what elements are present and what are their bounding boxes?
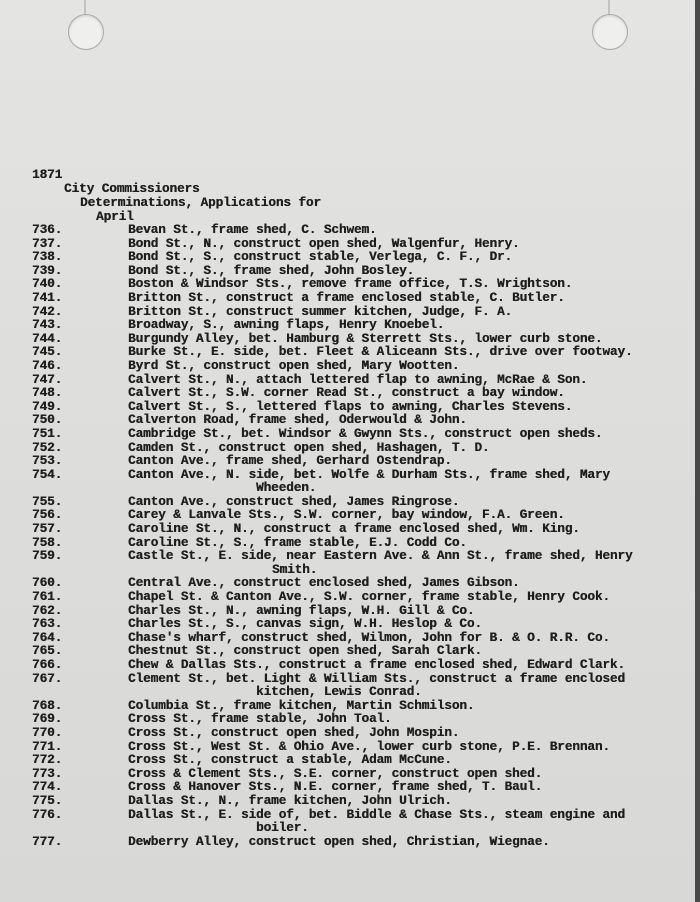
entry-text: Cross & Hanover Sts., N.E. corner, frame shed, T. Baul. (128, 779, 543, 795)
entry-text: Canton Ave., construct shed, James Ringrose. (128, 493, 460, 509)
entry-continuation: Wheeden. (256, 480, 317, 496)
list-item (0, 644, 700, 658)
entry-number: 770. (32, 724, 63, 740)
entry-number: 746. (32, 357, 63, 373)
entry-text: Calverton Road, frame shed, Oderwould & John. (128, 412, 467, 428)
entry-text: Caroline St., S., frame stable, E.J. Codd Co. (128, 534, 467, 550)
entry-list (0, 223, 700, 848)
entry-number: 739. (32, 262, 63, 278)
list-item (0, 413, 700, 427)
list-item (0, 536, 700, 550)
header-year: 1871 (32, 167, 63, 182)
list-item (0, 767, 700, 781)
list-item (0, 400, 700, 414)
entry-number: 777. (32, 833, 63, 849)
list-item (0, 441, 700, 455)
list-item (0, 740, 700, 754)
list-item (0, 590, 700, 604)
list-item (0, 672, 700, 699)
list-item (0, 264, 700, 278)
entry-text: Calvert St., S., lettered flaps to awning, Charles Stevens. (128, 398, 573, 414)
entry-number: 736. (32, 222, 63, 237)
entry-text: Camden St., construct open shed, Hashagen, T. D. (128, 439, 490, 455)
list-item (0, 454, 700, 468)
entry-number: 772. (32, 752, 63, 768)
punch-hole-right (592, 14, 628, 50)
entry-number: 757. (32, 521, 63, 537)
entry-number: 743. (32, 317, 63, 333)
entry-text: Castle St., E. side, near Eastern Ave. & Ann St., frame shed, Henry (128, 548, 633, 564)
list-item (0, 835, 700, 849)
punch-hole-left (68, 14, 104, 50)
list-item (0, 808, 700, 835)
entry-text: Dallas St., E. side of, bet. Biddle & Chase Sts., steam engine and (128, 806, 625, 822)
entry-number: 766. (32, 657, 63, 672)
entry-number: 763. (32, 616, 63, 632)
list-item (0, 780, 700, 794)
entry-number: 769. (32, 711, 63, 727)
list-item (0, 604, 700, 618)
list-item (0, 522, 700, 536)
entry-text: Bevan St., frame shed, C. Schwem. (128, 222, 377, 237)
entry-number: 768. (32, 697, 63, 713)
list-item (0, 712, 700, 726)
entry-text: Boston & Windsor Sts., remove frame office, T.S. Wrightson. (128, 276, 573, 292)
entry-text: Caroline St., N., construct a frame enclosed shed, Wm. King. (128, 521, 580, 537)
entry-text: Cross & Clement Sts., S.E. corner, construct open shed. (128, 765, 543, 781)
entry-text: Chase's wharf, construct shed, Wilmon, John for B. & O. R.R. Co. (128, 629, 610, 645)
entry-text: Cambridge St., bet. Windsor & Gwynn Sts., construct open sheds. (128, 425, 603, 441)
list-item (0, 427, 700, 441)
entry-number: 754. (32, 466, 63, 482)
entry-text: Burke St., E. side, bet. Fleet & Aliceann Sts., drive over footway. (128, 344, 633, 360)
entry-number: 741. (32, 289, 63, 305)
entry-number: 776. (32, 806, 63, 822)
header-month: April (96, 209, 134, 224)
list-item (0, 250, 700, 264)
list-item (0, 508, 700, 522)
entry-text: Chapel St. & Canton Ave., S.W. corner, frame stable, Henry Cook. (128, 589, 610, 605)
list-item (0, 291, 700, 305)
list-item (0, 631, 700, 645)
entry-number: 750. (32, 412, 63, 428)
list-item (0, 794, 700, 808)
entry-continuation: Smith. (272, 561, 318, 577)
entry-number: 762. (32, 602, 63, 618)
entry-number: 760. (32, 575, 63, 591)
entry-text: Charles St., S., canvas sign, W.H. Heslop & Co. (128, 616, 482, 632)
entry-text: Canton Ave., N. side, bet. Wolfe & Durham Sts., frame shed, Mary (128, 466, 610, 482)
entry-number: 737. (32, 235, 63, 251)
entry-continuation: boiler. (256, 820, 309, 836)
entry-number: 765. (32, 643, 63, 659)
entry-number: 745. (32, 344, 63, 360)
entry-text: Byrd St., construct open shed, Mary Wootten. (128, 357, 460, 373)
list-item (0, 576, 700, 590)
list-item (0, 617, 700, 631)
entry-continuation: kitchen, Lewis Conrad. (256, 684, 422, 700)
entry-number: 753. (32, 453, 63, 469)
list-item (0, 753, 700, 767)
list-item (0, 699, 700, 713)
entry-text: Burgundy Alley, bet. Hamburg & Sterrett Sts., lower curb stone. (128, 330, 603, 346)
entry-number: 756. (32, 507, 63, 523)
entry-number: 742. (32, 303, 63, 319)
entry-number: 758. (32, 534, 63, 550)
list-item (0, 332, 700, 346)
list-item (0, 318, 700, 332)
list-item (0, 386, 700, 400)
entry-number: 747. (32, 371, 63, 387)
entry-number: 773. (32, 765, 63, 781)
entry-number: 764. (32, 629, 63, 645)
entry-text: Cross St., frame stable, John Toal. (128, 711, 392, 727)
entry-number: 752. (32, 439, 63, 455)
entry-text: Bond St., S., frame shed, John Bosley. (128, 262, 415, 278)
entry-text: Chestnut St., construct open shed, Sarah Clark. (128, 643, 482, 659)
list-item (0, 726, 700, 740)
entry-number: 771. (32, 738, 63, 754)
list-item (0, 305, 700, 319)
entry-text: Britton St., construct summer kitchen, Judge, F. A. (128, 303, 512, 319)
entry-text: Charles St., N., awning flaps, W.H. Gill & Co. (128, 602, 475, 618)
entry-text: Broadway, S., awning flaps, Henry Knoebel. (128, 317, 445, 333)
entry-number: 774. (32, 779, 63, 795)
entry-number: 749. (32, 398, 63, 414)
entry-text: Bond St., N., construct open shed, Walgenfur, Henry. (128, 235, 520, 251)
list-item (0, 345, 700, 359)
entry-text: Canton Ave., frame shed, Gerhard Ostendrap. (128, 453, 452, 469)
list-item (0, 359, 700, 373)
entry-text: Calvert St., S.W. corner Read St., construct a bay window. (128, 385, 565, 401)
entry-text: Clement St., bet. Light & William Sts., construct a frame enclosed (128, 670, 625, 686)
list-item (0, 223, 700, 237)
entry-number: 775. (32, 792, 63, 808)
entry-text: Britton St., construct a frame enclosed stable, C. Butler. (128, 289, 565, 305)
entry-text: Columbia St., frame kitchen, Martin Schmilson. (128, 697, 475, 713)
entry-text: Dewberry Alley, construct open shed, Christian, Wiegnae. (128, 833, 550, 849)
entry-number: 748. (32, 385, 63, 401)
entry-text: Chew & Dallas Sts., construct a frame enclosed shed, Edward Clark. (128, 657, 625, 672)
list-item (0, 495, 700, 509)
entry-number: 761. (32, 589, 63, 605)
entry-number: 740. (32, 276, 63, 292)
entry-text: Cross St., construct open shed, John Mospin. (128, 724, 460, 740)
entry-text: Carey & Lanvale Sts., S.W. corner, bay window, F.A. Green. (128, 507, 565, 523)
list-item (0, 277, 700, 291)
entry-text: Cross St., construct a stable, Adam McCune. (128, 752, 452, 768)
header-subject: Determinations, Applications for (80, 195, 321, 210)
list-item (0, 658, 700, 672)
entry-number: 759. (32, 548, 63, 564)
entry-text: Bond St., S., construct stable, Verlega, C. F., Dr. (128, 249, 512, 265)
entry-number: 755. (32, 493, 63, 509)
entry-text: Cross St., West St. & Ohio Ave., lower curb stone, P.E. Brennan. (128, 738, 610, 754)
header-department: City Commissioners (64, 181, 200, 196)
entry-number: 744. (32, 330, 63, 346)
list-item (0, 373, 700, 387)
entry-text: Central Ave., construct enclosed shed, James Gibson. (128, 575, 520, 591)
list-item (0, 549, 700, 576)
entry-number: 751. (32, 425, 63, 441)
entry-number: 767. (32, 670, 63, 686)
entry-text: Dallas St., N., frame kitchen, John Ulrich. (128, 792, 452, 808)
list-item (0, 468, 700, 495)
entry-text: Calvert St., N., attach lettered flap to awning, McRae & Son. (128, 371, 588, 387)
list-item (0, 237, 700, 251)
entry-number: 738. (32, 249, 63, 265)
